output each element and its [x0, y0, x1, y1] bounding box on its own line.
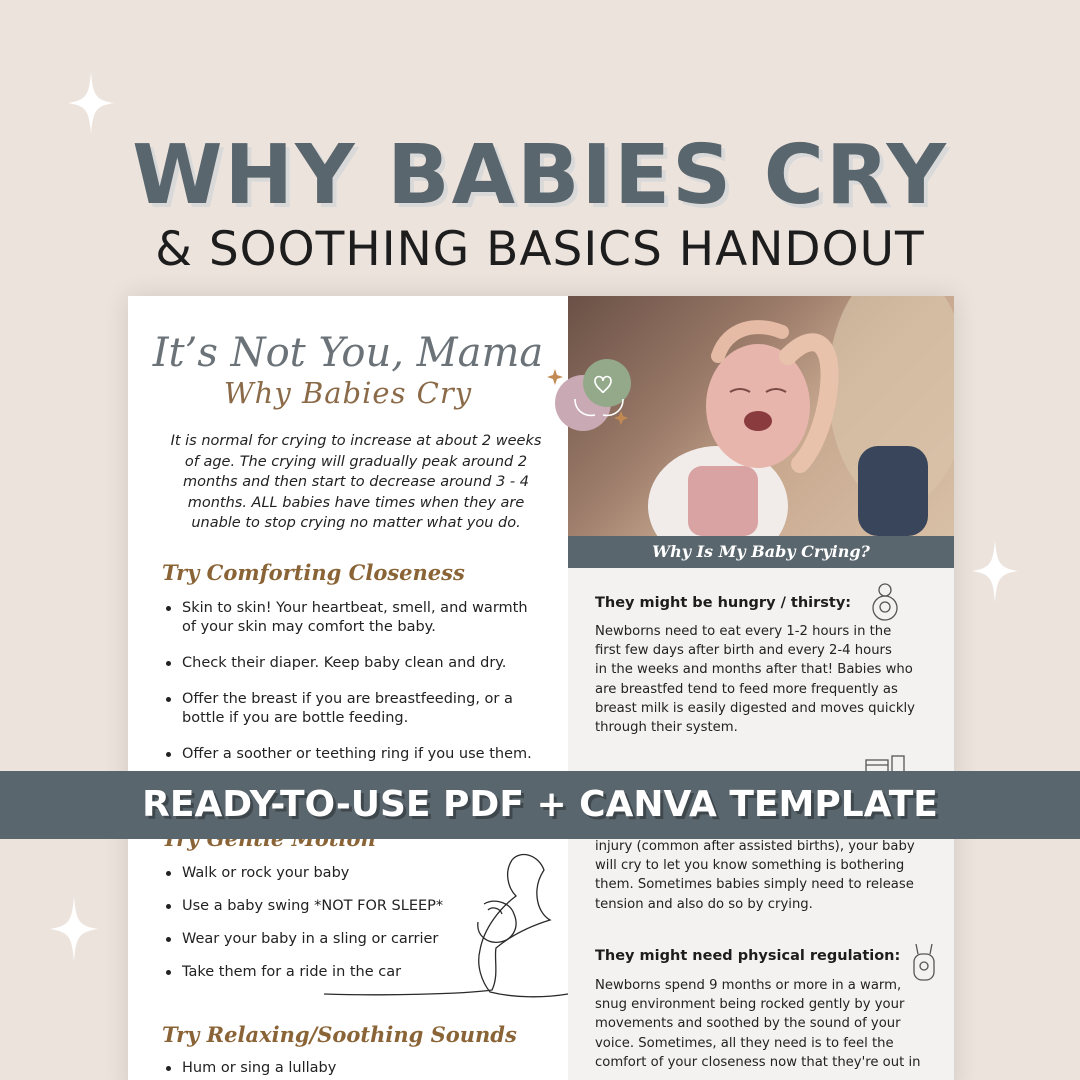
list-item: Use a baby swing *NOT FOR SLEEP*: [162, 897, 542, 916]
photo-caption: Why Is My Baby Crying?: [568, 536, 954, 568]
reason-heading: They might be hungry / thirsty:: [595, 595, 852, 611]
handout-preview: [128, 296, 954, 1080]
sub-headline: & SOOTHING BASICS HANDOUT: [155, 222, 925, 277]
handout-title: It’s Not You, Mama: [152, 330, 544, 376]
section-heading-closeness: Try Comforting Closeness: [162, 560, 465, 585]
heart-hands-logo-icon: [545, 355, 631, 433]
closeness-list: [162, 599, 542, 764]
list-item: Offer the breast if you are breastfeeding, or a bottle if you are bottle feeding.: [162, 690, 542, 728]
sparkle-icon: [50, 896, 98, 962]
reason-body: Newborns need to eat every 1-2 hours in the first few days after birth and every 2-4 hours in the weeks and months after that! Babies who are breastfed tend to feed more frequently as breast milk is easily digested and moves quickly through their system.: [595, 624, 915, 736]
sparkle-icon: [68, 72, 114, 134]
intro-line: months and then start to decrease around 3 - 4: [182, 474, 530, 490]
reason-heading: They might need physical regulation:: [595, 948, 901, 964]
intro-line: unable to stop crying no matter what you do.: [191, 515, 521, 531]
list-item: Hum or sing a lullaby: [162, 1059, 542, 1078]
section-heading-sounds: Try Relaxing/Soothing Sounds: [162, 1022, 517, 1047]
list-item: Walk or rock your baby: [162, 864, 542, 883]
main-headline: WHY BABIES CRY: [132, 128, 948, 223]
intro-paragraph: [166, 431, 546, 534]
handout-script-title: Why Babies Cry: [223, 376, 473, 410]
sparkle-icon: [972, 540, 1018, 602]
intro-line: of age. The crying will gradually peak around 2: [184, 453, 528, 470]
list-item: Offer a soother or teething ring if you use them.: [162, 745, 542, 764]
baby-icon: [870, 582, 900, 624]
mother-baby-line-art-icon: [324, 848, 574, 998]
intro-line: It is normal for crying to increase at about 2 weeks: [170, 433, 542, 449]
reason-body: injury (common after assisted births), your baby will cry to let you know something is bothering them. Sometimes babies simply need to release tension and also do so by crying.: [595, 839, 915, 912]
list-item: Check their diaper. Keep baby clean and dry.: [162, 654, 542, 673]
list-item: Wear your baby in a sling or carrier: [162, 930, 542, 949]
sounds-list: [162, 1059, 542, 1078]
reason-body: Newborns spend 9 months or more in a warm, snug environment being rocked gently by your movements and soothed by the sound of your voice. Sometimes, all they need is to feel the comfort of your closeness now that they're out in: [595, 978, 921, 1070]
list-item: Take them for a ride in the car: [162, 963, 542, 982]
list-item: Skin to skin! Your heartbeat, smell, and warmth of your skin may comfort the baby.: [162, 599, 542, 637]
handout-left-column: [128, 296, 568, 1080]
promo-banner: READY-TO-USE PDF + CANVA TEMPLATE: [0, 771, 1080, 839]
intro-line: months. ALL babies have times when they are: [187, 494, 525, 511]
